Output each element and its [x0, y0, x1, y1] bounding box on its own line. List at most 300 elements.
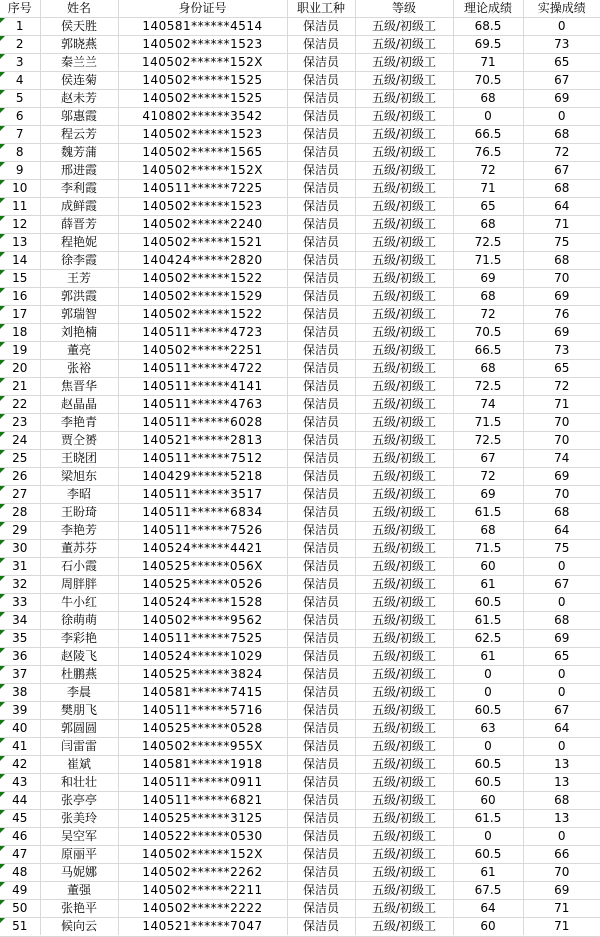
cell-index[interactable]: 24	[0, 432, 40, 450]
cell-index[interactable]: 2	[0, 36, 40, 54]
cell-index[interactable]: 4	[0, 72, 40, 90]
cell-name[interactable]: 候向云	[40, 918, 118, 936]
cell-id-number[interactable]: 140511******0911	[118, 774, 287, 792]
cell-practical-score[interactable]: 70	[523, 864, 600, 882]
cell-theory-score[interactable]: 0	[453, 828, 523, 846]
cell-name[interactable]: 董苏芬	[40, 540, 118, 558]
cell-practical-score[interactable]: 67	[523, 702, 600, 720]
cell-practical-score[interactable]: 71	[523, 216, 600, 234]
cell-practical-score[interactable]: 68	[523, 792, 600, 810]
cell-theory-score[interactable]: 74	[453, 396, 523, 414]
cell-theory-score[interactable]: 71.5	[453, 540, 523, 558]
cell-theory-score[interactable]: 0	[453, 108, 523, 126]
cell-theory-score[interactable]: 0	[453, 738, 523, 756]
cell-index[interactable]: 6	[0, 108, 40, 126]
cell-occupation[interactable]: 保洁员	[287, 720, 355, 738]
cell-practical-score[interactable]: 69	[523, 468, 600, 486]
cell-index[interactable]: 18	[0, 324, 40, 342]
cell-practical-score[interactable]: 13	[523, 810, 600, 828]
cell-practical-score[interactable]: 73	[523, 36, 600, 54]
cell-occupation[interactable]: 保洁员	[287, 126, 355, 144]
cell-level[interactable]: 五级/初级工	[355, 144, 453, 162]
cell-index[interactable]: 31	[0, 558, 40, 576]
cell-index[interactable]: 32	[0, 576, 40, 594]
header-cell-index[interactable]: 序号	[0, 0, 40, 18]
cell-level[interactable]: 五级/初级工	[355, 324, 453, 342]
cell-theory-score[interactable]: 72.5	[453, 432, 523, 450]
cell-level[interactable]: 五级/初级工	[355, 360, 453, 378]
cell-name[interactable]: 秦兰兰	[40, 54, 118, 72]
cell-practical-score[interactable]: 69	[523, 288, 600, 306]
cell-index[interactable]: 34	[0, 612, 40, 630]
cell-name[interactable]: 李昭	[40, 486, 118, 504]
cell-index[interactable]: 12	[0, 216, 40, 234]
cell-practical-score[interactable]: 68	[523, 126, 600, 144]
cell-name[interactable]: 梁旭东	[40, 468, 118, 486]
cell-name[interactable]: 张艳平	[40, 900, 118, 918]
cell-level[interactable]: 五级/初级工	[355, 18, 453, 36]
cell-occupation[interactable]: 保洁员	[287, 918, 355, 936]
cell-index[interactable]: 15	[0, 270, 40, 288]
cell-level[interactable]: 五级/初级工	[355, 54, 453, 72]
cell-level[interactable]: 五级/初级工	[355, 36, 453, 54]
cell-practical-score[interactable]: 70	[523, 414, 600, 432]
cell-id-number[interactable]: 140511******4723	[118, 324, 287, 342]
cell-practical-score[interactable]: 13	[523, 756, 600, 774]
cell-occupation[interactable]: 保洁员	[287, 504, 355, 522]
cell-occupation[interactable]: 保洁员	[287, 252, 355, 270]
cell-practical-score[interactable]: 68	[523, 612, 600, 630]
cell-name[interactable]: 徐李霞	[40, 252, 118, 270]
cell-theory-score[interactable]: 72.5	[453, 378, 523, 396]
cell-index[interactable]: 13	[0, 234, 40, 252]
cell-theory-score[interactable]: 76.5	[453, 144, 523, 162]
cell-name[interactable]: 成鲜霞	[40, 198, 118, 216]
cell-index[interactable]: 47	[0, 846, 40, 864]
cell-practical-score[interactable]: 0	[523, 828, 600, 846]
cell-theory-score[interactable]: 69.5	[453, 36, 523, 54]
cell-level[interactable]: 五级/初级工	[355, 396, 453, 414]
cell-practical-score[interactable]: 70	[523, 486, 600, 504]
cell-index[interactable]: 25	[0, 450, 40, 468]
cell-level[interactable]: 五级/初级工	[355, 270, 453, 288]
cell-level[interactable]: 五级/初级工	[355, 306, 453, 324]
cell-name[interactable]: 魏芳蒲	[40, 144, 118, 162]
cell-name[interactable]: 张亭亭	[40, 792, 118, 810]
cell-level[interactable]: 五级/初级工	[355, 504, 453, 522]
cell-occupation[interactable]: 保洁员	[287, 612, 355, 630]
cell-level[interactable]: 五级/初级工	[355, 252, 453, 270]
cell-theory-score[interactable]: 0	[453, 684, 523, 702]
cell-level[interactable]: 五级/初级工	[355, 342, 453, 360]
cell-practical-score[interactable]: 71	[523, 900, 600, 918]
cell-occupation[interactable]: 保洁员	[287, 648, 355, 666]
cell-theory-score[interactable]: 60.5	[453, 756, 523, 774]
cell-index[interactable]: 36	[0, 648, 40, 666]
cell-occupation[interactable]: 保洁员	[287, 576, 355, 594]
cell-name[interactable]: 郭洪霞	[40, 288, 118, 306]
cell-id-number[interactable]: 140502******1523	[118, 198, 287, 216]
cell-level[interactable]: 五级/初级工	[355, 684, 453, 702]
cell-practical-score[interactable]: 70	[523, 432, 600, 450]
cell-name[interactable]: 张裕	[40, 360, 118, 378]
cell-theory-score[interactable]: 60	[453, 792, 523, 810]
cell-occupation[interactable]: 保洁员	[287, 846, 355, 864]
cell-practical-score[interactable]: 65	[523, 54, 600, 72]
cell-practical-score[interactable]: 73	[523, 342, 600, 360]
cell-occupation[interactable]: 保洁员	[287, 756, 355, 774]
cell-id-number[interactable]: 140502******955X	[118, 738, 287, 756]
cell-name[interactable]: 王晓团	[40, 450, 118, 468]
cell-occupation[interactable]: 保洁员	[287, 810, 355, 828]
cell-name[interactable]: 邬惠霞	[40, 108, 118, 126]
cell-index[interactable]: 23	[0, 414, 40, 432]
cell-id-number[interactable]: 140524******1528	[118, 594, 287, 612]
cell-practical-score[interactable]: 13	[523, 774, 600, 792]
cell-name[interactable]: 徐萌萌	[40, 612, 118, 630]
cell-id-number[interactable]: 140511******5716	[118, 702, 287, 720]
cell-id-number[interactable]: 140502******2251	[118, 342, 287, 360]
cell-practical-score[interactable]: 66	[523, 846, 600, 864]
cell-level[interactable]: 五级/初级工	[355, 810, 453, 828]
cell-occupation[interactable]: 保洁员	[287, 432, 355, 450]
cell-theory-score[interactable]: 71.5	[453, 414, 523, 432]
cell-name[interactable]: 樊朋飞	[40, 702, 118, 720]
cell-occupation[interactable]: 保洁员	[287, 558, 355, 576]
cell-practical-score[interactable]: 67	[523, 576, 600, 594]
cell-practical-score[interactable]: 64	[523, 720, 600, 738]
header-cell-level[interactable]: 等级	[355, 0, 453, 18]
cell-level[interactable]: 五级/初级工	[355, 126, 453, 144]
cell-level[interactable]: 五级/初级工	[355, 756, 453, 774]
cell-index[interactable]: 45	[0, 810, 40, 828]
cell-level[interactable]: 五级/初级工	[355, 846, 453, 864]
cell-theory-score[interactable]: 60	[453, 918, 523, 936]
cell-index[interactable]: 42	[0, 756, 40, 774]
cell-practical-score[interactable]: 65	[523, 360, 600, 378]
cell-level[interactable]: 五级/初级工	[355, 828, 453, 846]
cell-index[interactable]: 8	[0, 144, 40, 162]
cell-id-number[interactable]: 140581******4514	[118, 18, 287, 36]
cell-practical-score[interactable]: 71	[523, 918, 600, 936]
cell-occupation[interactable]: 保洁员	[287, 288, 355, 306]
cell-occupation[interactable]: 保洁员	[287, 864, 355, 882]
cell-name[interactable]: 张美玲	[40, 810, 118, 828]
cell-occupation[interactable]: 保洁员	[287, 540, 355, 558]
cell-theory-score[interactable]: 68	[453, 90, 523, 108]
header-cell-occupation[interactable]: 职业工种	[287, 0, 355, 18]
cell-practical-score[interactable]: 67	[523, 162, 600, 180]
cell-level[interactable]: 五级/初级工	[355, 162, 453, 180]
cell-id-number[interactable]: 140502******1522	[118, 306, 287, 324]
cell-practical-score[interactable]: 0	[523, 666, 600, 684]
cell-index[interactable]: 29	[0, 522, 40, 540]
cell-name[interactable]: 赵晶晶	[40, 396, 118, 414]
cell-name[interactable]: 原丽平	[40, 846, 118, 864]
cell-theory-score[interactable]: 66.5	[453, 342, 523, 360]
cell-level[interactable]: 五级/初级工	[355, 558, 453, 576]
cell-id-number[interactable]: 140522******0530	[118, 828, 287, 846]
cell-id-number[interactable]: 140511******3517	[118, 486, 287, 504]
header-cell-practical-score[interactable]: 实操成绩	[523, 0, 600, 18]
cell-practical-score[interactable]: 69	[523, 324, 600, 342]
cell-id-number[interactable]: 140525******0528	[118, 720, 287, 738]
cell-name[interactable]: 李彩艳	[40, 630, 118, 648]
cell-level[interactable]: 五级/初级工	[355, 630, 453, 648]
cell-theory-score[interactable]: 67.5	[453, 882, 523, 900]
cell-index[interactable]: 17	[0, 306, 40, 324]
cell-index[interactable]: 28	[0, 504, 40, 522]
cell-practical-score[interactable]: 69	[523, 882, 600, 900]
cell-occupation[interactable]: 保洁员	[287, 90, 355, 108]
cell-id-number[interactable]: 140511******4141	[118, 378, 287, 396]
cell-id-number[interactable]: 140511******7526	[118, 522, 287, 540]
cell-id-number[interactable]: 140502******1521	[118, 234, 287, 252]
cell-name[interactable]: 薛晋芳	[40, 216, 118, 234]
cell-id-number[interactable]: 140502******152X	[118, 846, 287, 864]
cell-practical-score[interactable]: 74	[523, 450, 600, 468]
cell-index[interactable]: 51	[0, 918, 40, 936]
cell-index[interactable]: 14	[0, 252, 40, 270]
cell-name[interactable]: 郭晓燕	[40, 36, 118, 54]
cell-index[interactable]: 20	[0, 360, 40, 378]
cell-theory-score[interactable]: 65	[453, 198, 523, 216]
cell-name[interactable]: 李晨	[40, 684, 118, 702]
cell-occupation[interactable]: 保洁员	[287, 36, 355, 54]
cell-theory-score[interactable]: 72	[453, 306, 523, 324]
cell-id-number[interactable]: 140521******2813	[118, 432, 287, 450]
cell-theory-score[interactable]: 61.5	[453, 612, 523, 630]
cell-index[interactable]: 48	[0, 864, 40, 882]
cell-id-number[interactable]: 140502******152X	[118, 54, 287, 72]
cell-level[interactable]: 五级/初级工	[355, 918, 453, 936]
cell-id-number[interactable]: 140502******2222	[118, 900, 287, 918]
cell-name[interactable]: 程云芳	[40, 126, 118, 144]
cell-index[interactable]: 10	[0, 180, 40, 198]
cell-theory-score[interactable]: 0	[453, 666, 523, 684]
header-cell-id-number[interactable]: 身份证号	[118, 0, 287, 18]
cell-name[interactable]: 崔斌	[40, 756, 118, 774]
cell-index[interactable]: 5	[0, 90, 40, 108]
cell-theory-score[interactable]: 69	[453, 486, 523, 504]
cell-practical-score[interactable]: 68	[523, 504, 600, 522]
cell-index[interactable]: 7	[0, 126, 40, 144]
header-cell-theory-score[interactable]: 理论成绩	[453, 0, 523, 18]
cell-name[interactable]: 赵陵飞	[40, 648, 118, 666]
cell-practical-score[interactable]: 64	[523, 198, 600, 216]
cell-theory-score[interactable]: 60.5	[453, 846, 523, 864]
cell-name[interactable]: 董强	[40, 882, 118, 900]
cell-name[interactable]: 牛小红	[40, 594, 118, 612]
cell-occupation[interactable]: 保洁员	[287, 666, 355, 684]
cell-level[interactable]: 五级/初级工	[355, 180, 453, 198]
cell-index[interactable]: 30	[0, 540, 40, 558]
cell-index[interactable]: 21	[0, 378, 40, 396]
cell-occupation[interactable]: 保洁员	[287, 486, 355, 504]
cell-theory-score[interactable]: 71	[453, 54, 523, 72]
cell-name[interactable]: 王盼琦	[40, 504, 118, 522]
cell-practical-score[interactable]: 71	[523, 396, 600, 414]
cell-level[interactable]: 五级/初级工	[355, 720, 453, 738]
cell-index[interactable]: 43	[0, 774, 40, 792]
cell-name[interactable]: 郭圆圆	[40, 720, 118, 738]
cell-practical-score[interactable]: 76	[523, 306, 600, 324]
cell-level[interactable]: 五级/初级工	[355, 522, 453, 540]
cell-id-number[interactable]: 140581******1918	[118, 756, 287, 774]
cell-theory-score[interactable]: 68	[453, 216, 523, 234]
cell-name[interactable]: 吴空军	[40, 828, 118, 846]
cell-level[interactable]: 五级/初级工	[355, 612, 453, 630]
cell-index[interactable]: 33	[0, 594, 40, 612]
cell-level[interactable]: 五级/初级工	[355, 72, 453, 90]
header-cell-name[interactable]: 姓名	[40, 0, 118, 18]
cell-index[interactable]: 46	[0, 828, 40, 846]
cell-id-number[interactable]: 140511******7525	[118, 630, 287, 648]
cell-id-number[interactable]: 140429******5218	[118, 468, 287, 486]
cell-index[interactable]: 40	[0, 720, 40, 738]
cell-occupation[interactable]: 保洁员	[287, 144, 355, 162]
cell-level[interactable]: 五级/初级工	[355, 468, 453, 486]
cell-occupation[interactable]: 保洁员	[287, 216, 355, 234]
cell-index[interactable]: 37	[0, 666, 40, 684]
cell-level[interactable]: 五级/初级工	[355, 738, 453, 756]
cell-index[interactable]: 35	[0, 630, 40, 648]
cell-index[interactable]: 27	[0, 486, 40, 504]
cell-occupation[interactable]: 保洁员	[287, 180, 355, 198]
cell-id-number[interactable]: 140525******0526	[118, 576, 287, 594]
cell-id-number[interactable]: 140525******056X	[118, 558, 287, 576]
cell-theory-score[interactable]: 68.5	[453, 18, 523, 36]
cell-occupation[interactable]: 保洁员	[287, 828, 355, 846]
cell-name[interactable]: 和壮壮	[40, 774, 118, 792]
cell-level[interactable]: 五级/初级工	[355, 450, 453, 468]
cell-practical-score[interactable]: 69	[523, 90, 600, 108]
cell-practical-score[interactable]: 65	[523, 648, 600, 666]
cell-level[interactable]: 五级/初级工	[355, 414, 453, 432]
cell-id-number[interactable]: 140424******2820	[118, 252, 287, 270]
cell-id-number[interactable]: 140502******1523	[118, 126, 287, 144]
cell-name[interactable]: 刘艳楠	[40, 324, 118, 342]
cell-index[interactable]: 19	[0, 342, 40, 360]
cell-practical-score[interactable]: 0	[523, 594, 600, 612]
cell-occupation[interactable]: 保洁员	[287, 630, 355, 648]
cell-name[interactable]: 闫雷雷	[40, 738, 118, 756]
cell-theory-score[interactable]: 61.5	[453, 504, 523, 522]
cell-index[interactable]: 9	[0, 162, 40, 180]
cell-id-number[interactable]: 140511******6028	[118, 414, 287, 432]
cell-level[interactable]: 五级/初级工	[355, 702, 453, 720]
cell-index[interactable]: 49	[0, 882, 40, 900]
cell-practical-score[interactable]: 0	[523, 684, 600, 702]
cell-level[interactable]: 五级/初级工	[355, 666, 453, 684]
cell-practical-score[interactable]: 0	[523, 738, 600, 756]
cell-practical-score[interactable]: 67	[523, 72, 600, 90]
cell-id-number[interactable]: 410802******3542	[118, 108, 287, 126]
cell-id-number[interactable]: 140502******1525	[118, 72, 287, 90]
cell-index[interactable]: 1	[0, 18, 40, 36]
cell-id-number[interactable]: 140502******1523	[118, 36, 287, 54]
cell-id-number[interactable]: 140502******1522	[118, 270, 287, 288]
cell-occupation[interactable]: 保洁员	[287, 594, 355, 612]
cell-index[interactable]: 26	[0, 468, 40, 486]
cell-id-number[interactable]: 140521******7047	[118, 918, 287, 936]
cell-name[interactable]: 侯连菊	[40, 72, 118, 90]
cell-level[interactable]: 五级/初级工	[355, 216, 453, 234]
cell-theory-score[interactable]: 72	[453, 162, 523, 180]
cell-theory-score[interactable]: 69	[453, 270, 523, 288]
cell-practical-score[interactable]: 72	[523, 378, 600, 396]
cell-practical-score[interactable]: 68	[523, 252, 600, 270]
cell-index[interactable]: 38	[0, 684, 40, 702]
cell-index[interactable]: 22	[0, 396, 40, 414]
cell-name[interactable]: 李利霞	[40, 180, 118, 198]
cell-level[interactable]: 五级/初级工	[355, 774, 453, 792]
cell-practical-score[interactable]: 68	[523, 180, 600, 198]
cell-occupation[interactable]: 保洁员	[287, 792, 355, 810]
cell-practical-score[interactable]: 69	[523, 630, 600, 648]
cell-theory-score[interactable]: 70.5	[453, 72, 523, 90]
cell-id-number[interactable]: 140511******7225	[118, 180, 287, 198]
cell-occupation[interactable]: 保洁员	[287, 396, 355, 414]
cell-occupation[interactable]: 保洁员	[287, 702, 355, 720]
cell-name[interactable]: 马妮娜	[40, 864, 118, 882]
cell-id-number[interactable]: 140511******7512	[118, 450, 287, 468]
cell-level[interactable]: 五级/初级工	[355, 432, 453, 450]
cell-occupation[interactable]: 保洁员	[287, 198, 355, 216]
cell-id-number[interactable]: 140502******1529	[118, 288, 287, 306]
cell-level[interactable]: 五级/初级工	[355, 486, 453, 504]
cell-level[interactable]: 五级/初级工	[355, 864, 453, 882]
cell-theory-score[interactable]: 61.5	[453, 810, 523, 828]
cell-id-number[interactable]: 140502******9562	[118, 612, 287, 630]
cell-occupation[interactable]: 保洁员	[287, 270, 355, 288]
cell-theory-score[interactable]: 61	[453, 648, 523, 666]
cell-theory-score[interactable]: 61	[453, 864, 523, 882]
cell-occupation[interactable]: 保洁员	[287, 18, 355, 36]
cell-level[interactable]: 五级/初级工	[355, 540, 453, 558]
cell-practical-score[interactable]: 64	[523, 522, 600, 540]
cell-name[interactable]: 邢进霞	[40, 162, 118, 180]
cell-name[interactable]: 石小霞	[40, 558, 118, 576]
cell-id-number[interactable]: 140511******6834	[118, 504, 287, 522]
cell-theory-score[interactable]: 72.5	[453, 234, 523, 252]
cell-practical-score[interactable]: 75	[523, 540, 600, 558]
cell-name[interactable]: 郭瑞智	[40, 306, 118, 324]
cell-index[interactable]: 41	[0, 738, 40, 756]
cell-theory-score[interactable]: 70.5	[453, 324, 523, 342]
cell-id-number[interactable]: 140525******3824	[118, 666, 287, 684]
cell-occupation[interactable]: 保洁员	[287, 522, 355, 540]
cell-id-number[interactable]: 140511******4763	[118, 396, 287, 414]
cell-practical-score[interactable]: 0	[523, 18, 600, 36]
cell-practical-score[interactable]: 72	[523, 144, 600, 162]
cell-occupation[interactable]: 保洁员	[287, 360, 355, 378]
cell-theory-score[interactable]: 68	[453, 360, 523, 378]
cell-occupation[interactable]: 保洁员	[287, 414, 355, 432]
cell-name[interactable]: 周胖胖	[40, 576, 118, 594]
cell-level[interactable]: 五级/初级工	[355, 792, 453, 810]
cell-id-number[interactable]: 140511******6821	[118, 792, 287, 810]
cell-occupation[interactable]: 保洁员	[287, 342, 355, 360]
cell-level[interactable]: 五级/初级工	[355, 576, 453, 594]
cell-occupation[interactable]: 保洁员	[287, 684, 355, 702]
cell-level[interactable]: 五级/初级工	[355, 378, 453, 396]
cell-practical-score[interactable]: 0	[523, 108, 600, 126]
cell-level[interactable]: 五级/初级工	[355, 594, 453, 612]
cell-name[interactable]: 程艳妮	[40, 234, 118, 252]
cell-level[interactable]: 五级/初级工	[355, 198, 453, 216]
cell-theory-score[interactable]: 62.5	[453, 630, 523, 648]
